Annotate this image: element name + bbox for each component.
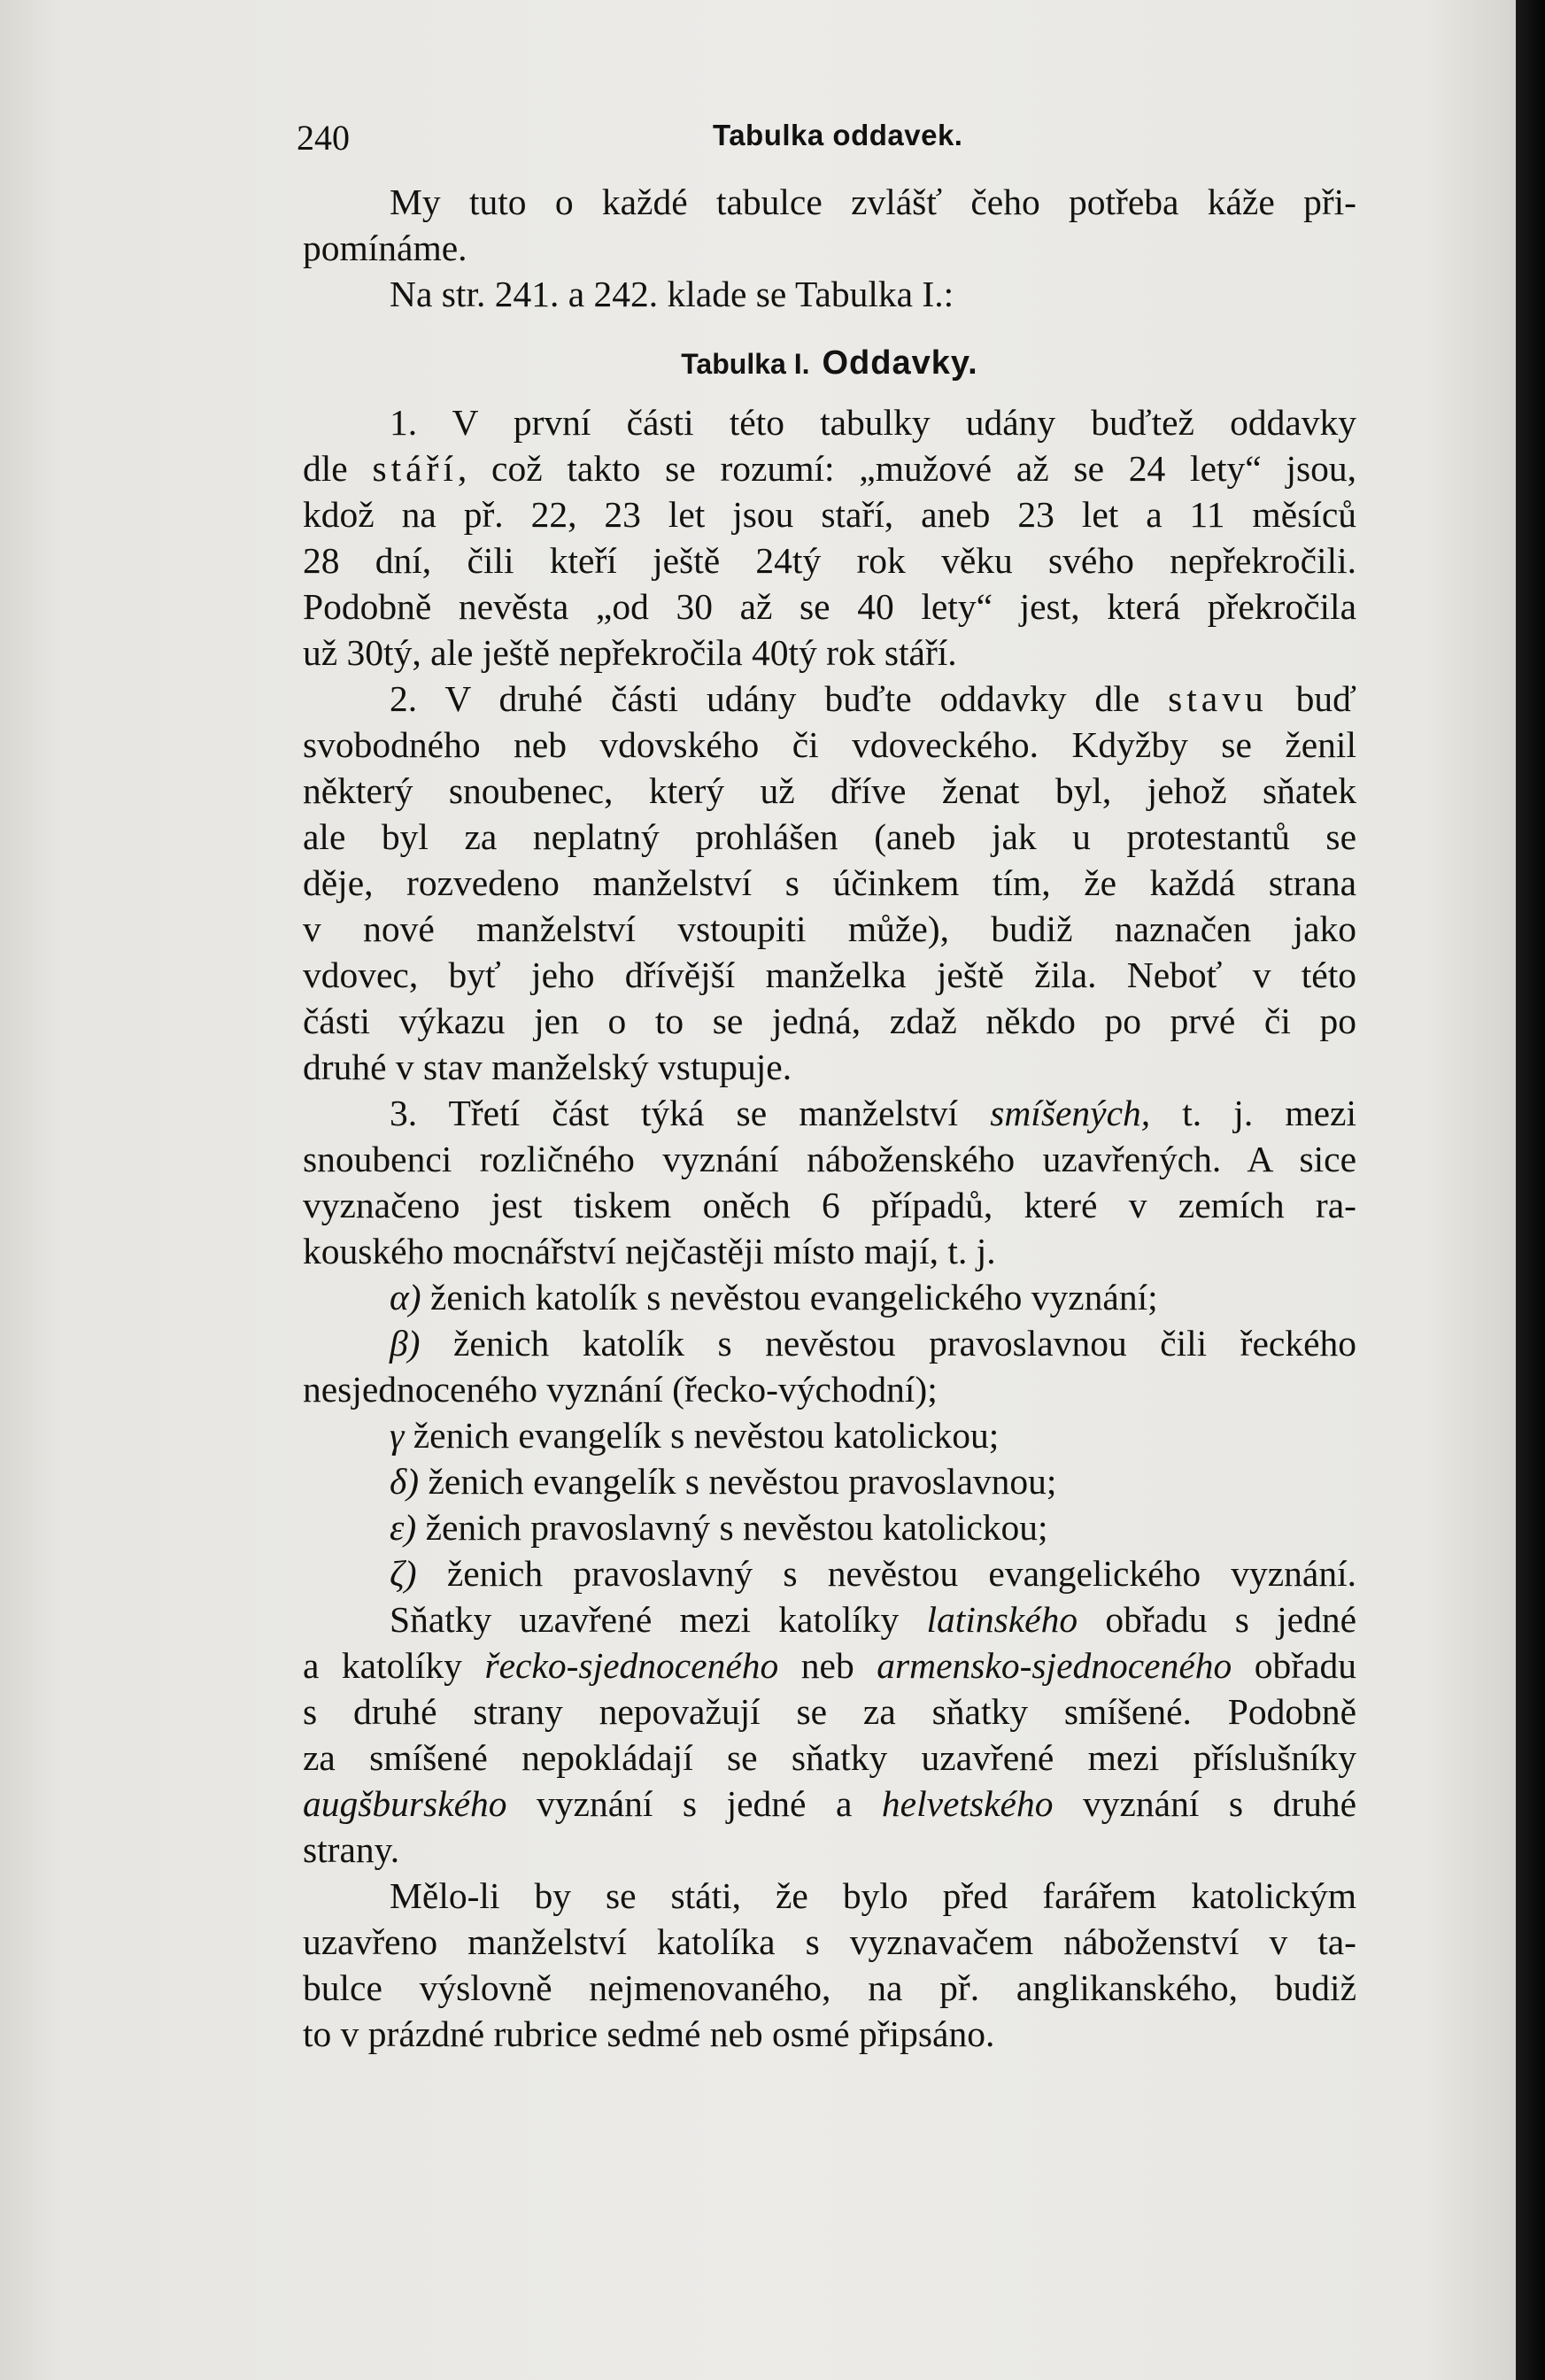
case-marker: β) bbox=[390, 1323, 421, 1364]
page-binding-edge bbox=[1516, 0, 1545, 2380]
section-title bbox=[303, 340, 1356, 387]
text-span: obřadu s jedné bbox=[1078, 1599, 1356, 1640]
text-line: vdovec, byť jeho dřívější manželka ještě žila. Neboť v této bbox=[303, 954, 1356, 995]
case-text: ženich evangelík s nevěstou pravoslavnou; bbox=[428, 1461, 1057, 1502]
text-line bbox=[303, 445, 1356, 491]
text-span: neb bbox=[778, 1645, 877, 1686]
case-marker: α) bbox=[390, 1277, 421, 1318]
paragraph-rites bbox=[303, 1596, 1356, 1873]
case-text: nesjednoceného vyznání (řecko-východní); bbox=[303, 1369, 938, 1410]
text-line: svobodného neb vdovského či vdoveckého. Kdyžby se ženil bbox=[303, 724, 1356, 765]
text-line bbox=[303, 676, 1356, 722]
list-item bbox=[303, 1504, 1356, 1550]
text-line: Mělo-li by se státi, že bylo před farářem katolickým bbox=[390, 1875, 1356, 1916]
text-line bbox=[303, 1090, 1356, 1136]
running-title: Tabulka oddavek. bbox=[713, 119, 963, 151]
list-item bbox=[303, 1366, 1356, 1412]
italic-term: latinského bbox=[926, 1599, 1078, 1640]
text-line: snoubenci rozličného vyznání náboženského uzavřených. A sice bbox=[303, 1139, 1356, 1179]
text-line bbox=[303, 1596, 1356, 1642]
case-text: ženich pravoslavný s nevěstou evangelického vyznání. bbox=[446, 1553, 1357, 1594]
text-line: kdož na př. 22, 23 let jsou staří, aneb 23 let a 11 měsíců bbox=[303, 494, 1356, 535]
italic-term: helvetského bbox=[881, 1783, 1054, 1824]
text-line: to v prázdné rubrice sedmé neb osmé připsáno. bbox=[303, 2013, 995, 2054]
text-line: už 30tý, ale ještě nepřekročila 40tý rok stáří. bbox=[303, 632, 957, 673]
text-line: v nové manželství vstoupiti může), budiž naznačen jako bbox=[303, 908, 1356, 949]
text-span: t. j. mezi bbox=[1150, 1093, 1357, 1133]
case-text: ženich pravoslavný s nevěstou katolickou; bbox=[425, 1507, 1048, 1548]
text-line: vyznačeno jest tiskem oněch 6 případů, které v zemích ra- bbox=[303, 1185, 1356, 1225]
spaced-term: stáří bbox=[372, 448, 458, 489]
case-text: ženich katolík s nevěstou evangelického vyznání; bbox=[429, 1277, 1158, 1318]
text-span: buď bbox=[1267, 678, 1356, 719]
paragraph-age bbox=[303, 399, 1356, 676]
page-body bbox=[303, 179, 1356, 2057]
text-line bbox=[303, 1642, 1356, 1688]
text-line: 1. V první části této tabulky udány buďtež oddavky bbox=[390, 402, 1356, 443]
text-line: bulce výslovně nejmenovaného, na př. anglikanského, budiž bbox=[303, 1967, 1356, 2008]
text-line: za smíšené nepokládají se sňatky uzavřené mezi příslušníky bbox=[303, 1737, 1356, 1778]
text-line bbox=[303, 1781, 1356, 1827]
paragraph-mixed bbox=[303, 1090, 1356, 1274]
case-marker: ε) bbox=[390, 1507, 417, 1548]
text-line: My tuto o každé tabulce zvlášť čeho potřeba káže při- bbox=[390, 182, 1356, 222]
section-title-label: Tabulka I. bbox=[681, 348, 810, 380]
text-span: vyznání s druhé bbox=[1053, 1783, 1357, 1824]
text-line: ale byl za neplatný prohlášen (aneb jak u protestantů se bbox=[303, 816, 1356, 857]
cases-list bbox=[303, 1274, 1356, 1596]
text-line: některý snoubenec, který už dříve ženat byl, jehož sňatek bbox=[303, 770, 1356, 811]
paragraph-status bbox=[303, 676, 1356, 1090]
text-line: pomínáme. bbox=[303, 228, 467, 268]
text-span: vyznání s jedné a bbox=[506, 1783, 882, 1824]
text-span: Sňatky uzavřené mezi katolíky bbox=[390, 1599, 927, 1640]
text-span: 2. V druhé části udány buďte oddavky dle bbox=[390, 678, 1169, 719]
text-span: dle bbox=[303, 448, 373, 489]
text-span: a katolíky bbox=[303, 1645, 485, 1686]
spaced-term: stavu bbox=[1168, 678, 1268, 719]
case-text: ženich katolík s nevěstou pravoslavnou čili řeckého bbox=[452, 1323, 1356, 1364]
text-line: s druhé strany nepovažují se za sňatky smíšené. Podobně bbox=[303, 1691, 1356, 1732]
case-marker: δ) bbox=[390, 1461, 420, 1502]
text-span: , což takto se rozumí: „mužové až se 24 lety“ jsou, bbox=[457, 448, 1357, 489]
list-item bbox=[303, 1412, 1356, 1458]
text-line: strany. bbox=[303, 1829, 400, 1870]
text-line: děje, rozvedeno manželství s účinkem tím, že každá strana bbox=[303, 862, 1356, 903]
list-item bbox=[303, 1274, 1356, 1320]
paragraph-other bbox=[303, 1873, 1356, 2057]
case-text: ženich evangelík s nevěstou katolickou; bbox=[413, 1415, 1000, 1456]
text-span: 3. Třetí část týká se manželství bbox=[390, 1093, 991, 1133]
italic-term: augšburského bbox=[303, 1783, 507, 1824]
italic-term: řecko-sjednoceného bbox=[484, 1645, 779, 1686]
intro-paragraph bbox=[303, 179, 1356, 317]
case-marker: ζ) bbox=[390, 1553, 417, 1594]
list-item bbox=[303, 1320, 1356, 1366]
text-line: uzavřeno manželství katolíka s vyznavačem náboženství v ta- bbox=[303, 1921, 1356, 1962]
section-title-name: Oddavky. bbox=[822, 344, 978, 382]
text-line: druhé v stav manželský vstupuje. bbox=[303, 1047, 792, 1087]
list-item bbox=[303, 1550, 1356, 1596]
italic-term: armensko-sjednoceného bbox=[877, 1645, 1232, 1686]
list-item bbox=[303, 1458, 1356, 1504]
page-number: 240 bbox=[297, 118, 350, 158]
text-span: obřadu bbox=[1232, 1645, 1356, 1686]
text-line: kouského mocnářství nejčastěji místo mají, t. j. bbox=[303, 1231, 996, 1271]
text-line: Podobně nevěsta „od 30 až se 40 lety“ jest, která překročila bbox=[303, 586, 1356, 627]
case-marker: γ bbox=[390, 1415, 405, 1456]
text-line: části výkazu jen o to se jedná, zdaž někdo po prvé či po bbox=[303, 1001, 1356, 1041]
page-header bbox=[297, 117, 1356, 170]
text-line: Na str. 241. a 242. klade se Tabulka I.: bbox=[390, 274, 954, 314]
text-line: 28 dní, čili kteří ještě 24tý rok věku svého nepřekročili. bbox=[303, 540, 1356, 581]
italic-term: smíšených, bbox=[990, 1093, 1151, 1133]
